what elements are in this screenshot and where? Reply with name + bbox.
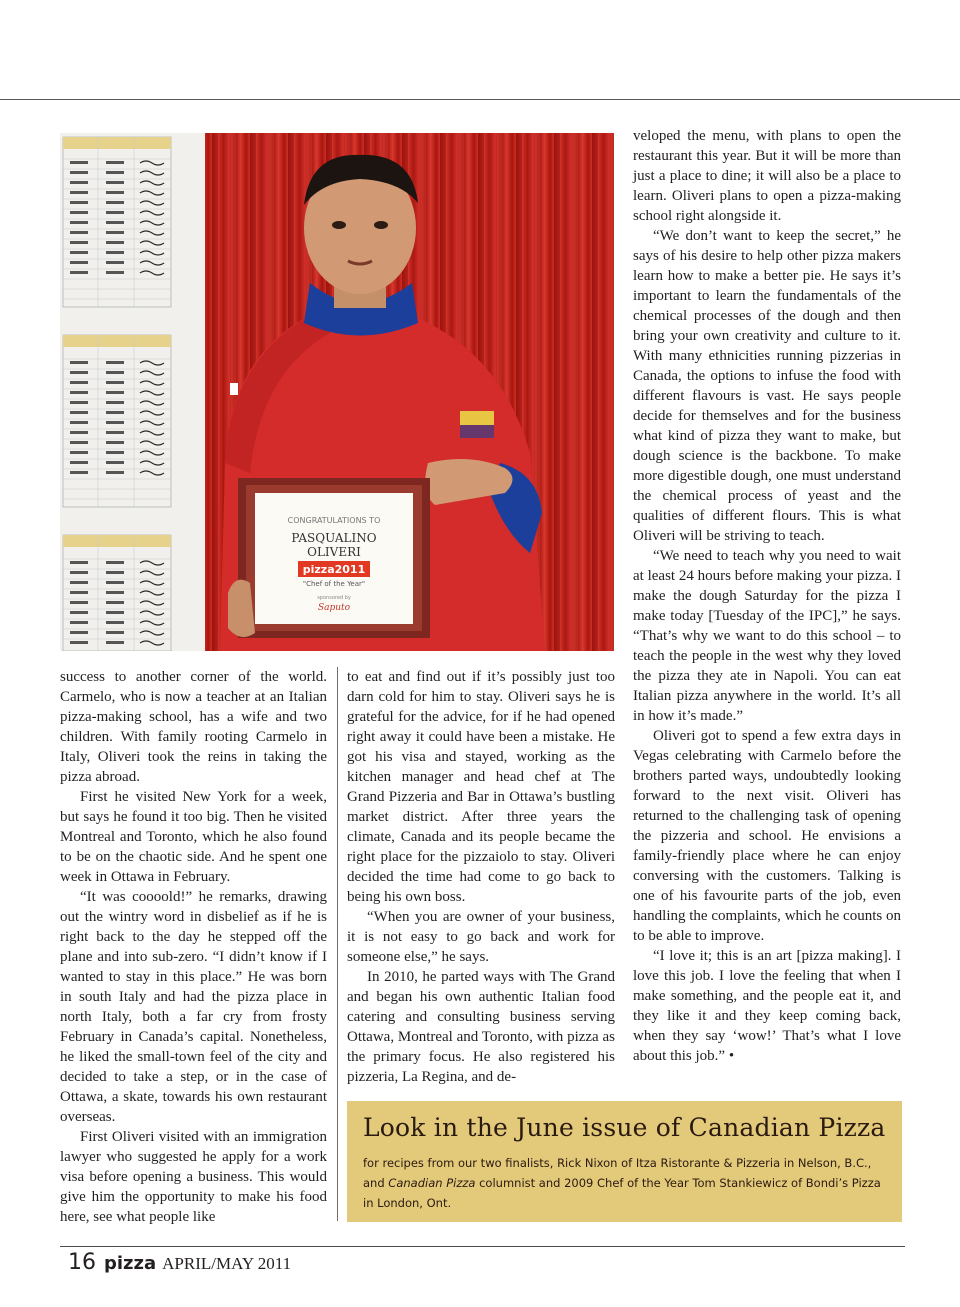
column-divider [337,667,338,1221]
plaque-sponsor-lead: sponsored by [317,595,351,601]
paragraph: “When you are owner of your business, it is not easy to go back and work for someone else,” he says. [347,909,615,965]
magazine-name: pizza [104,1253,157,1274]
header-rule [0,99,960,100]
plaque-sponsor: Saputo [317,603,351,613]
paragraph: “We don’t want to keep the secret,” he says of his desire to help other pizza makers learn how to make a better pie. He says it’s important to learn the fundamentals of the chemical processes of the dough and then bring your own creativity and culture to it. With many ethnicities running pizzerias in Canada, the options to infuse the food with different flavours is vast. He says people decide for themselves and for the business what kind of pizza they want to make, but dough science is the backbone. To make more digestible dough, one must understand the chemical process of yeast and the qualities of different flours. This is what Oliveri will be striving to teach. [633,228,901,544]
paragraph: Oliveri got to spend a few extra days in Vegas celebrating with Carmelo before the brothers parted ways, undoubtedly looking forward to the next visit. Oliveri has returned to the challenging task of opening the pizzeria and school. He envisions a family-friendly place where he can enjoy conversing with the customers. Talking is one of his favourite parts of the job, even handling the complaints, which he counts on to be able to improve. [633,728,901,944]
promo-box [347,1101,902,1222]
paragraph: First he visited New York for a week, but says he found it too big. Then he visited Montreal and Toronto, which he also found to be on the chaotic side. And he spent one week in Ottawa in February. [60,789,327,885]
paragraph: First Oliveri visited with an immigration lawyer who suggested he apply for a work visa before opening a business. This would give him the opportunity to make his food here, see what people like [60,1129,327,1225]
article-column-3 [633,126,901,1066]
footer-rule [60,1246,905,1247]
paragraph: In 2010, he parted ways with The Grand and began his own authentic Italian food catering and consulting business serving Ottawa, Montreal and Toronto, with pizza as the primary focus. He also registered his pizzeria, La Regina, and de- [347,969,615,1085]
plaque-award: "Chef of the Year" [302,580,366,588]
promo-body-text: for recipes from our two finalists, Rick Nixon of Itza Ristorante & Pizzeria in Nelson, B.C., and [363,1156,872,1190]
issue-date: APRIL/MAY 2011 [162,1254,292,1273]
plaque-last-name: OLIVERI [307,545,361,559]
photo-illustration [60,133,614,651]
article-column-1 [60,667,327,1227]
plaque-congrats: CONGRATULATIONS TO [287,516,381,525]
chef-photo [60,133,614,651]
paragraph: “I love it; this is an art [pizza making]. I love this job. I love the feeling that when I make something, and the people eat it, and they like it and they keep coming back, when they say ‘wow!’ That’s what I love about this job.” • [633,948,901,1064]
promo-body-text: columnist and 2009 Chef of the Year Tom Stankiewicz of Bondi’s Pizza in London, Ont. [363,1176,881,1210]
article-column-2 [347,667,615,1087]
plaque-first-name: PASQUALINO [291,531,377,545]
page-footer [68,1250,291,1280]
paragraph: success to another corner of the world. Carmelo, who is now a teacher at an Italian pizza-making school, has a wife and two children. With family rooting Carmelo in Italy, Oliveri took the reins in taking the pizza abroad. [60,669,327,785]
plaque-logo-text: pizza2011 [302,563,366,576]
promo-body [363,1153,888,1213]
promo-magazine-name: Canadian Pizza [388,1176,476,1190]
paragraph: “We need to teach why you need to wait at least 24 hours before making your pizza. I make the dough Saturday for the pizza I make today [Tuesday of the IPC],” he says. “That’s why we want to do this school – to teach the people in the west why they loved the pizza they ate in Napoli. You can eat Italian pizza anywhere in the world. It’s all in how it’s made.” [633,548,901,724]
paragraph: to eat and find out if it’s possibly just too darn cold for him to stay. Oliveri says he is grateful for the advice, for if he had opened right away it could have been a mistake. He got his visa and stayed, working as the kitchen manager and head chef at The Grand Pizzeria and Bar in Ottawa’s bustling market district. After three years the climate, Canada and its people became the right place for the pizzaiolo to stay. Oliveri decided the time had come to go back to being his own boss. [347,669,615,905]
promo-title: Look in the June issue of Canadian Pizza [363,1113,886,1142]
paragraph: “It was coooold!” he remarks, drawing out the wintry word in disbelief as if he is right back to the day he stepped off the plane and into sub-zero. “I didn’t know if I wanted to stay in this place.” He was born in south Italy and had the pizza place in north Italy, both a far cry from frosty February in Canada’s capital. Nonetheless, he liked the small-town feel of the city and decided to take a step, or in the case of Ottawa, a skate, towards his own restaurant overseas. [60,889,327,1125]
paragraph: veloped the menu, with plans to open the restaurant this year. But it will be more than just a place to dine; it will also be a place to learn. Oliveri plans to open a pizza-making school right alongside it. [633,128,901,224]
page-number: 16 [68,1250,96,1275]
